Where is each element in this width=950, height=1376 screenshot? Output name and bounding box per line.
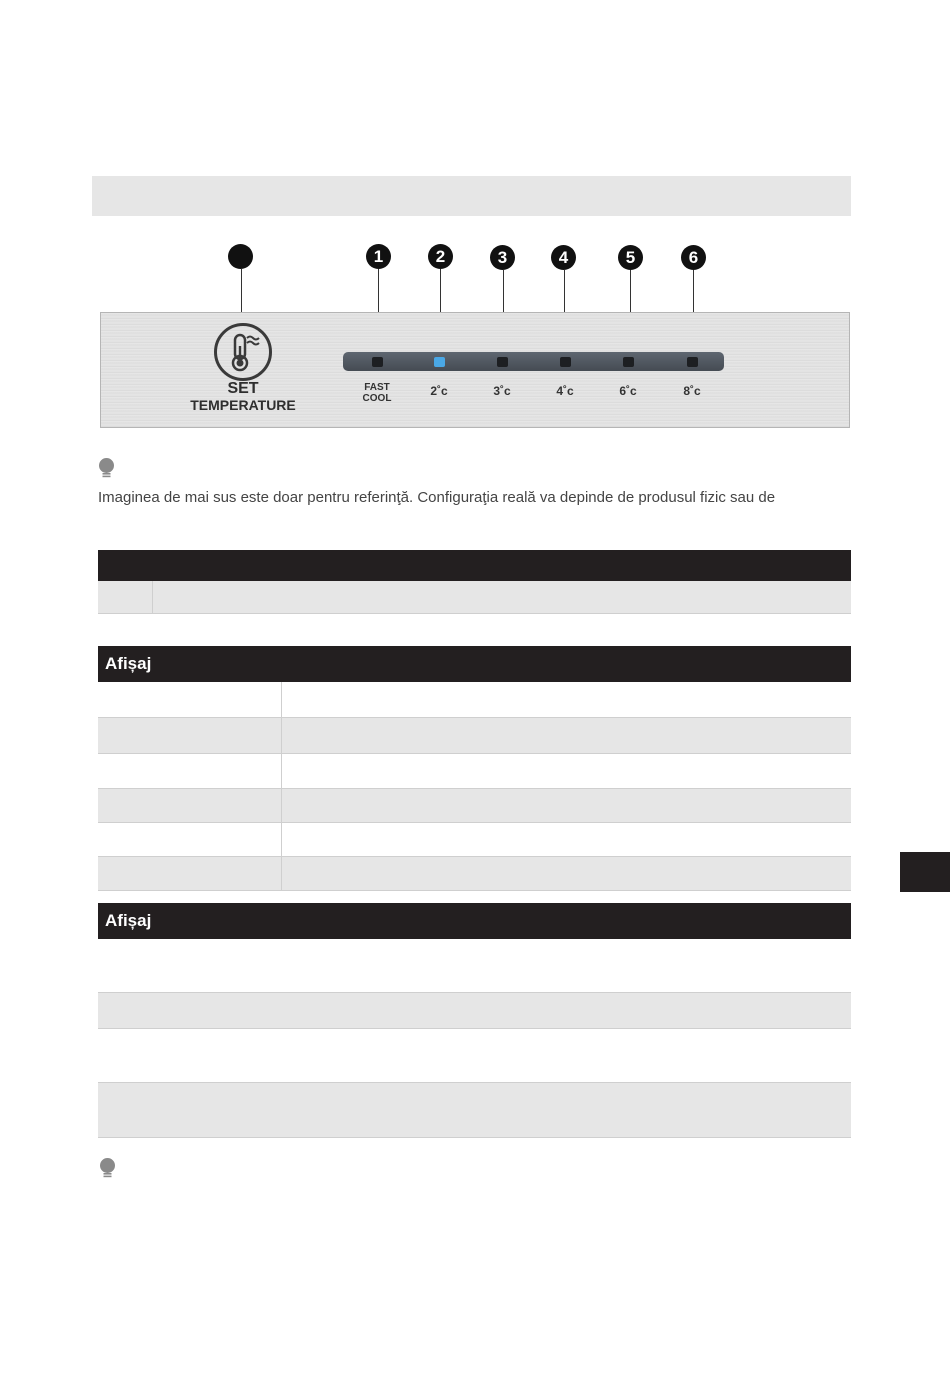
table-row [98,754,851,789]
table-row [98,1029,851,1083]
table-row [98,993,851,1029]
table-row [98,939,851,993]
led-label-8c: 8˚c [683,384,701,398]
led-4c [560,357,571,367]
callout-5: 5 [618,245,643,270]
led-label-6c: 6˚c [619,384,637,398]
reference-note: Imaginea de mai sus este doar pentru referinţă. Configuraţia reală va depinde de produsul fizic sau de [98,489,776,506]
led-label-2c: 2˚c [430,384,448,398]
callout-1: 1 [366,244,391,269]
column-separator [152,581,153,614]
led-label-3c: 3˚c [493,384,511,398]
led-3c [497,357,508,367]
callout-3: 3 [490,245,515,270]
led-8c [687,357,698,367]
led-2c [434,357,445,367]
header-band [92,176,851,216]
set-temperature-button[interactable] [213,322,273,382]
led-label-fast-cool [347,382,407,404]
table-row [98,789,851,823]
callout-set-temperature [228,244,253,269]
table-row [98,857,851,891]
led-strip [343,352,724,371]
set-label: SET [227,380,259,397]
table-row [98,823,851,857]
lightbulb-icon [99,1158,116,1178]
display-table-2-title: Afișaj [98,903,851,939]
led-fast-cool [372,357,383,367]
led-6c [623,357,634,367]
table-row [98,682,851,718]
table-row [98,581,851,614]
display-table-1-title: Afișaj [98,646,851,682]
callout-2: 2 [428,244,453,269]
temperature-label: TEMPERATURE [190,397,296,413]
section-tab [900,852,950,892]
lightbulb-icon [98,458,115,478]
set-temperature-label [170,381,316,413]
column-separator [281,682,282,891]
table-header-bar [98,550,851,581]
callout-4: 4 [551,245,576,270]
table-row [98,718,851,754]
table-row [98,1083,851,1138]
callout-6: 6 [681,245,706,270]
cool-label: COOL [362,393,392,404]
wave-icon [247,337,259,340]
led-label-4c: 4˚c [556,384,574,398]
fast-label: FAST [364,382,390,393]
